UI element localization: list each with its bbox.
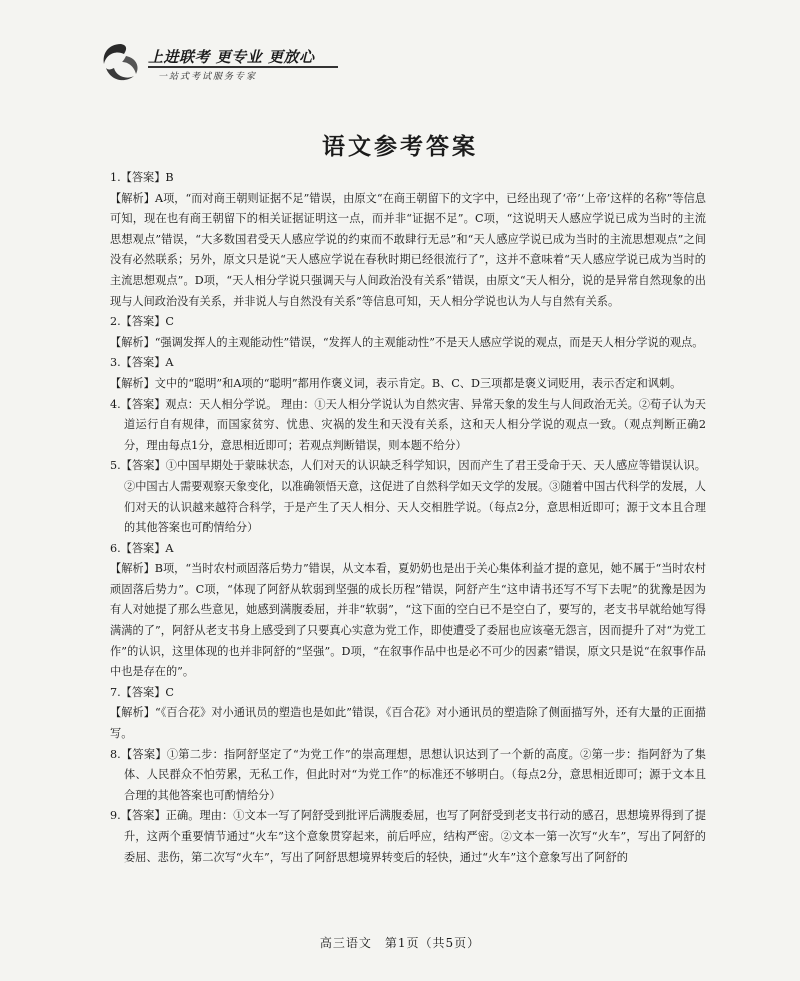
answer-line: 3.【答案】A	[110, 356, 174, 370]
answer-line: 5.【答案】①中国早期处于蒙昧状态，人们对天的认识缺乏科学知识，因而产生了君王受命于天、天人感应等错误认识。②中国古人需要观察天象变化，以准确领悟天意，这促进了自然科学如天文学的发展。③随着中国古代科学的发展，人们对天的认识越来越符合科学，于是产生了天人相分、天人交相胜学说。（每点2分，意思相近即可；源于文本且合理的其他答案也可酌情给分）	[110, 459, 706, 535]
analysis-text: 【解析】“《百合花》对小通讯员的塑造也是如此”错误，《百合花》对小通讯员的塑造除了侧面描写外，还有大量的正面描写。	[110, 706, 706, 741]
analysis-text: 【解析】A项，“而对商王朝则证据不足”错误，由原文“在商王朝留下的文字中，已经出现了‘帝’‘上帝’这样的名称”等信息可知，现在也有商王朝留下的相关证据证明这一点，而并非“证据不足”。C项，“这说明天人感应学说已成为当时的主流思想观点”错误，“大多数国君受天人感应学说的约束而不敢肆行无忌”和“天人感应学说已成为当时的主流思想观点”之间没有必然联系；另外，原文只是说“天人感应学说在春秋时期已经很流行了”，这并不意味着“天人感应学说已成为当时的主流思想观点”。D项，“天人相分学说只强调天与人间政治没有关系”错误，由原文“天人相分，说的是异常自然现象的出现与人间政治没有关系，并非说人与自然没有关系”等信息可知，天人相分学说也认为人与自然有关系。	[110, 191, 706, 308]
brand-logo-icon	[98, 40, 144, 86]
answer-line: 7.【答案】C	[110, 685, 174, 699]
answer-item-2	[110, 312, 706, 353]
answer-line: 8.【答案】①第二步：指阿舒坚定了“为党工作”的崇高理想，思想认识达到了一个新的高度。②第一步：指阿舒为了集体、人民群众不怕劳累，无私工作，但此时对“为党工作”的标准还不够明白。（每点2分，意思相近即可；源于文本且合理的其他答案也可酌情给分）	[110, 747, 706, 802]
answer-item-5	[110, 456, 706, 538]
analysis-text: 【解析】B项，“当时农村顽固落后势力”错误，从文本看，夏奶奶也是出于关心集体利益才提的意见，她不属于“当时农村顽固落后势力”。C项，“体现了阿舒从软弱到坚强的成长历程”错误，阿舒产生“这申请书还写不写下去呢”的犹豫是因为有人对她提了那么些意见，她感到满腹委屈，并非“软弱”，“这下面的空白已不是空白了，要写的，老支书早就给她写得满满的了”，阿舒从老支书身上感受到了只要真心实意为党工作，即使遭受了委屈也应该毫无怨言，因而提升了对“为党工作”的认识，这里体现的也并非阿舒的“坚强”。D项，“在叙事作品中也是必不可少的因素”错误，原文只是说“在叙事作品中也是存在的”。	[110, 562, 706, 679]
answer-line: 6.【答案】A	[110, 541, 174, 555]
brand-slogan-title: 上进联考 更专业 更放心	[148, 48, 315, 66]
answer-line: 9.【答案】正确。理由：①文本一写了阿舒受到批评后满腹委屈，也写了阿舒受到老支书行动的感召，思想境界得到了提升，这两个重要情节通过“火车”这个意象贯穿起来，前后呼应，结构严密。②文本一第一次写“火车”，写出了阿舒的委屈、悲伤，第二次写“火车”，写出了阿舒思想境界转变后的轻快，通过“火车”这个意象写出了阿舒的	[110, 809, 706, 864]
answer-item-7	[110, 683, 706, 745]
answer-item-1	[110, 168, 706, 312]
brand-divider	[148, 66, 338, 68]
answer-line: 1.【答案】B	[110, 171, 174, 184]
brand-subtitle: 一站式考试服务专家	[158, 72, 258, 82]
page-footer: 高三语文 第1页（共5页）	[319, 936, 481, 950]
answer-line: 4.【答案】观点：天人相分学说。 理由：①天人相分学说认为自然灾害、异常天象的发生与人间政治无关。②荀子认为天道运行自有规律，而国家贫穷、忧患、灾祸的发生和天没有关系，这和天人相分学说的观点一致。（观点判断正确2分，理由每点1分，意思相近即可；若观点判断错误，则本题不给分）	[110, 397, 706, 452]
document-title: 语文参考答案	[322, 134, 478, 160]
answer-item-8	[110, 745, 706, 807]
answer-line: 2.【答案】C	[110, 315, 174, 329]
answer-item-4	[110, 395, 706, 457]
answer-item-3	[110, 353, 706, 394]
answer-item-9	[110, 806, 706, 868]
analysis-text: 【解析】“强调发挥人的主观能动性”错误，“发挥人的主观能动性”不是天人感应学说的观点，而是天人相分学说的观点。	[110, 335, 704, 349]
answer-item-6	[110, 539, 706, 683]
answer-list	[110, 168, 706, 868]
brand-header	[98, 40, 328, 86]
analysis-text: 【解析】文中的“聪明”和A项的“聪明”都用作褒义词，表示肯定。B、C、D三项都是褒义词贬用，表示否定和讽刺。	[110, 376, 682, 390]
